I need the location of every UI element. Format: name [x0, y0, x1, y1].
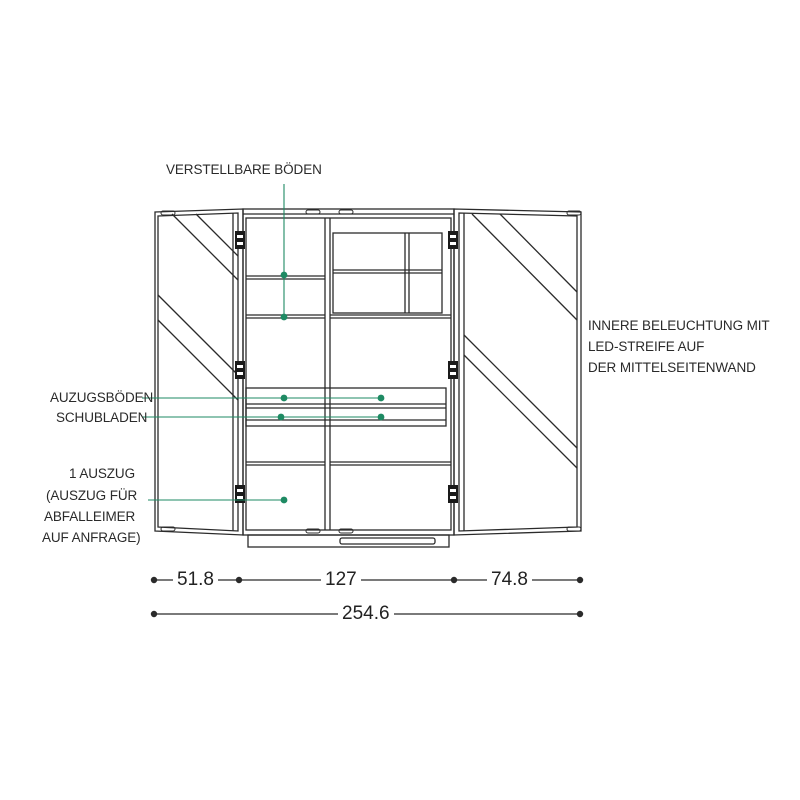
hinge-slot: [237, 365, 243, 368]
right-door: [454, 209, 581, 535]
label-beleuchtung-line3: DER MITTELSEITENWAND: [588, 360, 756, 375]
dimension-tick: [151, 611, 156, 616]
hinge-slot: [450, 235, 456, 238]
hinge-slot: [450, 365, 456, 368]
hinge: [448, 485, 458, 503]
label-beleuchtung-line2: LED-STREIFE AUF: [588, 339, 705, 354]
hinge: [235, 361, 245, 379]
hinge-slot: [237, 372, 243, 375]
hinge-slot: [237, 242, 243, 245]
label-auszug-line1: 1 AUSZUG: [69, 466, 135, 481]
leader-dot: [278, 414, 285, 421]
hinge-slot: [450, 496, 456, 499]
label-auszug-line4: AUF ANFRAGE): [42, 530, 141, 545]
label-auszugsboeden: AUZUGSBÖDEN: [50, 390, 154, 405]
left-door: [155, 209, 243, 535]
hinge: [448, 361, 458, 379]
dimension-tick: [451, 577, 456, 582]
leaders: [142, 184, 384, 503]
leader-dot: [378, 414, 385, 421]
hinge: [235, 231, 245, 249]
leader-dot: [281, 272, 288, 279]
label-schubladen: SCHUBLADEN: [56, 410, 148, 425]
dimension-left-door: 51.8: [173, 569, 218, 591]
hinge-slot: [237, 235, 243, 238]
hinge: [448, 231, 458, 249]
label-auszug-line3: ABFALLEIMER: [44, 509, 136, 524]
hinge-slot: [237, 496, 243, 499]
dimension-right-door: 74.8: [487, 569, 532, 591]
dimension-total: 254.6: [338, 603, 394, 625]
label-beleuchtung-line1: INNERE BELEUCHTUNG MIT: [588, 318, 770, 333]
leader-dot: [281, 395, 288, 402]
dimension-tick: [151, 577, 156, 582]
dimension-tick: [236, 577, 241, 582]
dimension-tick: [577, 577, 582, 582]
dimension-center: 127: [321, 569, 361, 591]
label-auszug-line2: (AUSZUG FÜR: [46, 488, 138, 503]
hinge-slot: [450, 489, 456, 492]
dimension-tick: [577, 611, 582, 616]
hinges: [161, 210, 581, 533]
hinge-slot: [450, 372, 456, 375]
label-verstellbare-boeden: VERSTELLBARE BÖDEN: [166, 162, 322, 177]
leader-dot: [281, 497, 288, 504]
cabinet-body: [243, 209, 454, 547]
leader-dot: [281, 314, 288, 321]
hinge-slot: [450, 242, 456, 245]
hinge-slot: [237, 489, 243, 492]
leader-dot: [378, 395, 385, 402]
